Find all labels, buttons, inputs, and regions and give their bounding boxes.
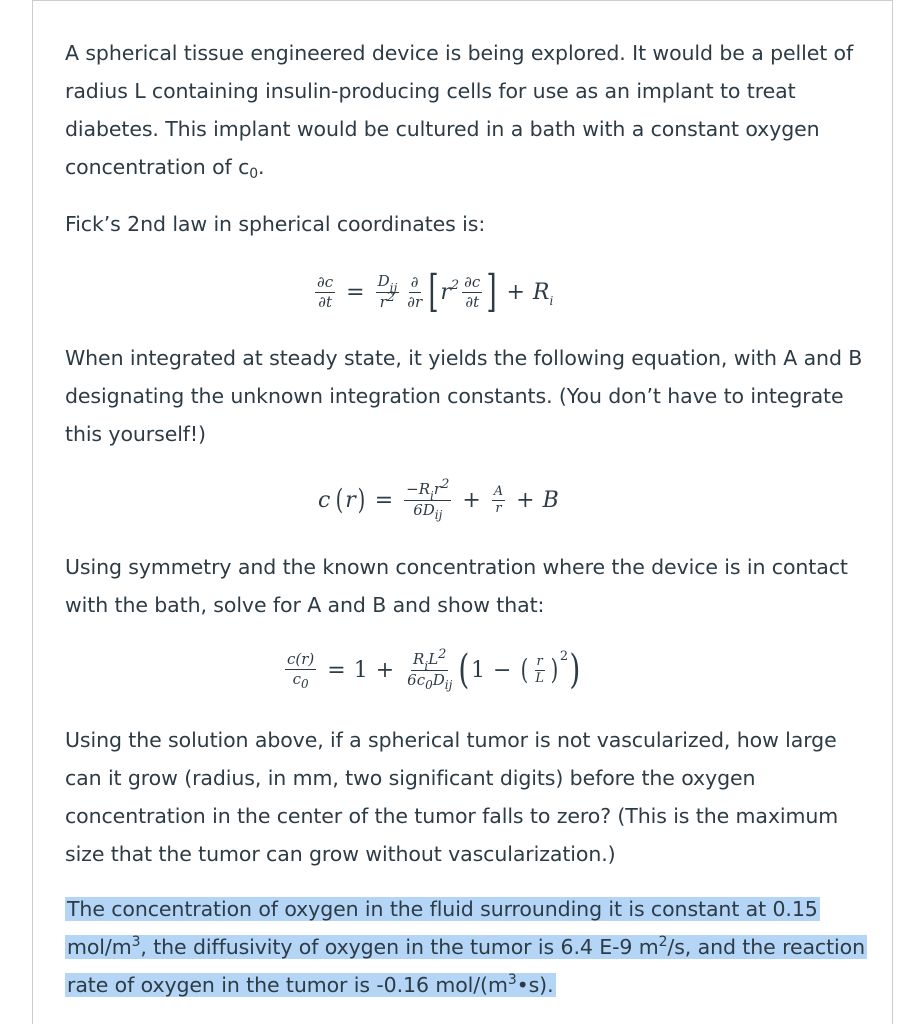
symmetry-paragraph: Using symmetry and the known concentration where the device is in contact with the bath, solve for A and B and show that: [65, 555, 848, 617]
a-over-r-fraction: $\frac{A}{r}$ [493, 483, 504, 516]
reaction-term-fraction: $\frac{-R_ir2}{6D_{ij}}$ [406, 476, 450, 522]
r-over-l-fraction: $\frac{r}{L}$ [535, 653, 544, 686]
ficks-law-heading: Fick’s 2nd law in spherical coordinates is: [65, 212, 486, 236]
rl2-fraction: $\frac{R_iL2}{6c_0D_{ij}}$ [407, 646, 453, 692]
steady-state-equation: c ( r ) = $\frac{-R_ir2}{6D_{ij}}$ + $\frac{A}{r}$ + B [318, 476, 559, 522]
dc-dt-fraction: $\frac{\partial c}{\partial t}$ [317, 272, 334, 311]
tumor-question-paragraph: Using the solution above, if a spherical tumor is not vascularized, how large can it grow (radius, in mm, two significant digits) before the oxygen concentration in the center of the tumor falls to zero? (This is the maximum size that the tumor can grow without vascularization.) [65, 728, 839, 866]
ficks-law-equation: $\frac{\partial c}{\partial t}$ = $\frac{D_{ij}}{r2}$ $\frac{\partial}{\partial r}$ [ $r^2$ $\frac{\partial c}{\partial t}$ ] + $R_i$ [317, 266, 554, 317]
d-dr-fraction: $\frac{\partial}{\partial r}$ [407, 272, 423, 311]
inner-dc-dt-fraction: $\frac{\partial c}{\partial t}$ [464, 272, 481, 311]
highlighted-parameters-paragraph[interactable]: The concentration of oxygen in the fluid surrounding it is constant at 0.15 mol/$m^3$, the diffusivity of oxygen in the tumor is 6.4 E-9 $m^2/s$, and the reaction rate of oxygen in the tumor is -0.16 mol/$(m^3•s)$. [67, 897, 865, 997]
steady-state-paragraph: When integrated at steady state, it yields the following equation, with A and B designating the unknown integration constants. (You don’t have to integrate this yourself!) [65, 346, 863, 446]
dij-over-r2-fraction: $\frac{D_{ij}}{r2}$ [377, 271, 398, 311]
normalized-concentration-equation: $\frac{c(r)}{c_0}$ = 1 + $\frac{R_iL2}{6c_0D_{ij}}$ ( 1 − ( $\frac{r}{L}$ ) 2 ) [287, 646, 581, 693]
c-over-c0-fraction: $\frac{c(r)}{c_0}$ [287, 650, 315, 691]
intro-paragraph: A spherical tissue engineered device is being explored. It would be a pellet of radius L containing insulin-producing cells for use as an implant to treat diabetes. This implant would be cultured in a bath with a constant oxygen concentration of $c_0$. [65, 41, 854, 182]
